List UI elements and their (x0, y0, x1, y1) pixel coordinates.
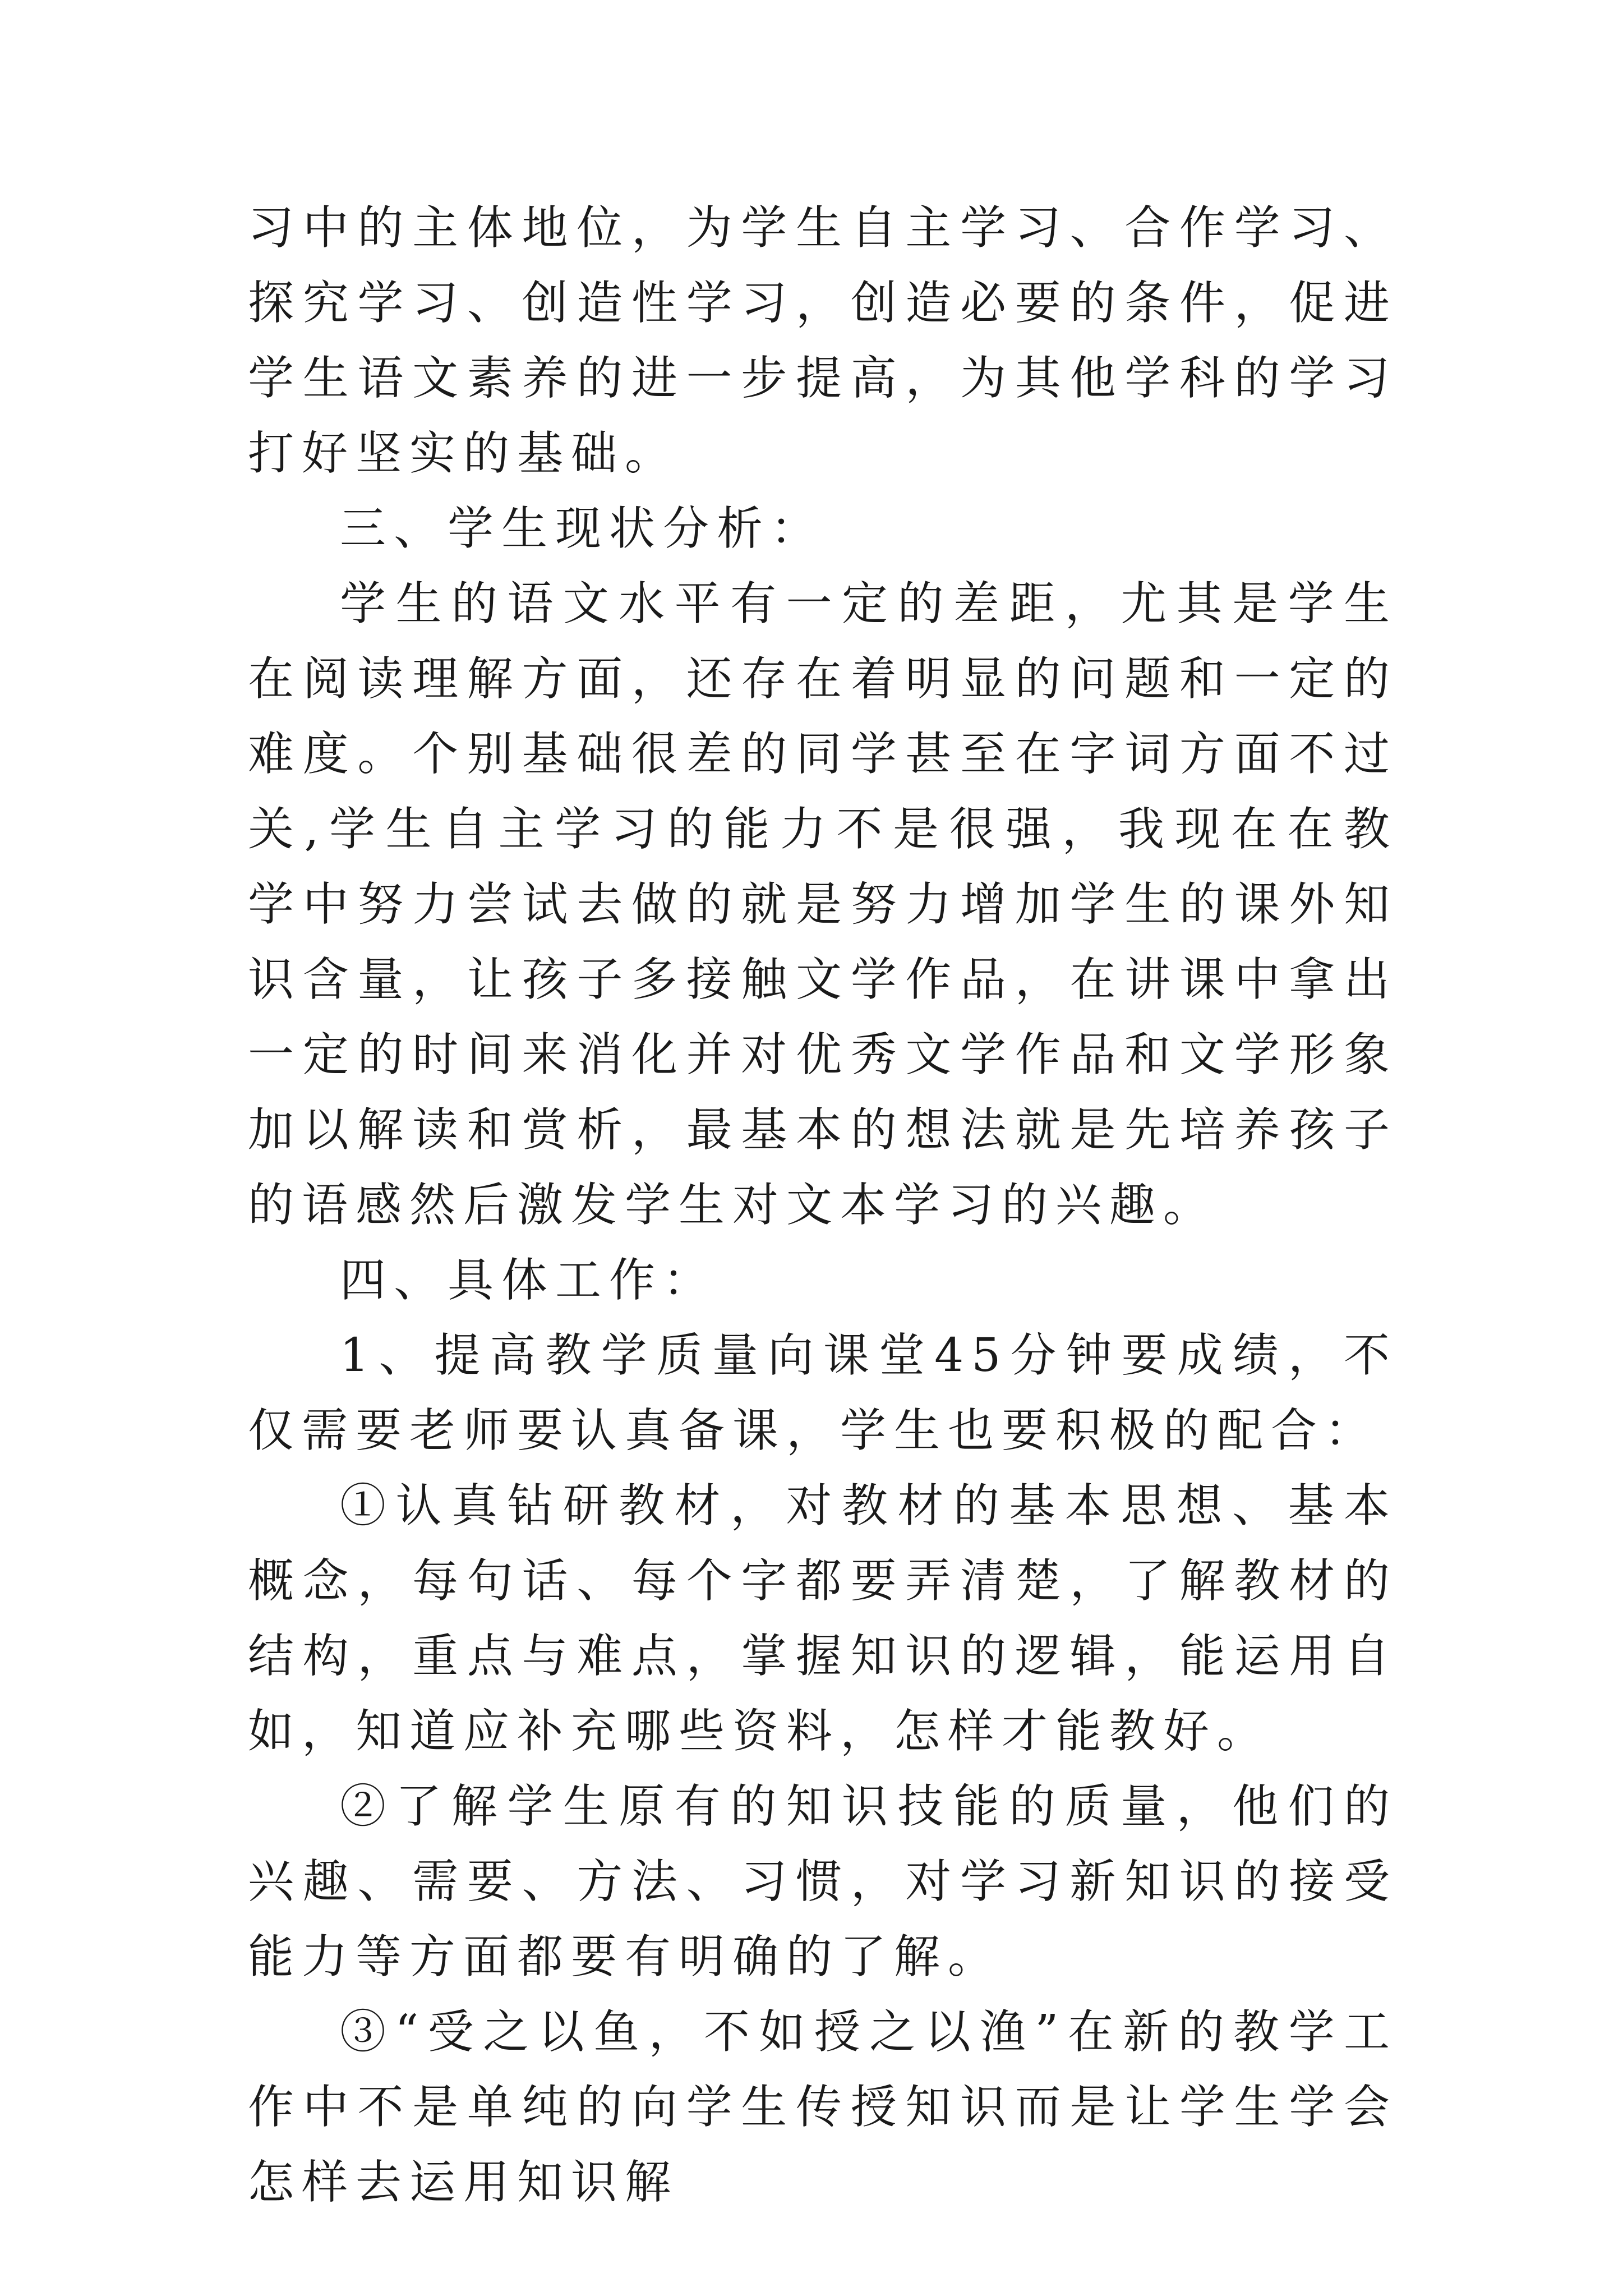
section-heading-student-analysis: 三、学生现状分析： (340, 502, 825, 555)
paragraph-student-analysis: 学生的语文水平有一定的差距，尤其是学生在阅读理解方面，还存在着明显的问题和一定的难度。个别基础很差的同学甚至在字词方面不过关,学生自主学习的能力不是很强，我现在在教学中努力尝试去做的就是努力增加学生的课外知识含量，让孩子多接触文学作品，在讲课中拿出一定的时间来消化并对优秀文学作品和文学形象加以解读和赏析，最基本的想法就是先培养孩子的语感然后激发学生对文本学习的兴趣。 (248, 577, 1398, 1232)
paragraph-item-circled-3: ③“受之以鱼，不如授之以渔”在新的教学工作中不是单纯的向学生传授知识而是让学生学会怎样去运用知识解 (248, 2005, 1398, 2209)
paragraph-item-circled-2: ②了解学生原有的知识技能的质量，他们的兴趣、需要、方法、习惯，对学习新知识的接受能力等方面都要有明确的了解。 (248, 1780, 1398, 1984)
paragraph-item-circled-1: ①认真钻研教材，对教材的基本思想、基本概念，每句话、每个字都要弄清楚，了解教材的结构，重点与难点，掌握知识的逻辑，能运用自如，知道应补充哪些资料，怎样才能教好。 (248, 1479, 1398, 1758)
paragraph-continued: 习中的主体地位，为学生自主学习、合作学习、探究学习、创造性学习，创造必要的条件，促进学生语文素养的进一步提高，为其他学科的学习打好坚实的基础。 (248, 201, 1398, 480)
paragraph-item-1: 1、提高教学质量向课堂45分钟要成绩，不仅需要老师要认真备课，学生也要积极的配合： (248, 1329, 1398, 1457)
document-body (248, 191, 1398, 2220)
section-heading-specific-work: 四、具体工作： (340, 1254, 717, 1307)
